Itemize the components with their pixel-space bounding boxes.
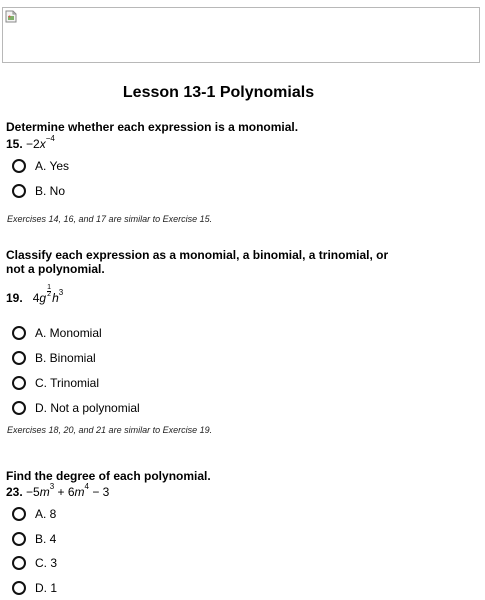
q15-option-a[interactable] [12, 156, 69, 176]
question-number: 15. [6, 137, 23, 151]
option-label: B. 4 [35, 532, 57, 546]
section1-instruction: Determine whether each expression is a monomial. [6, 120, 299, 134]
option-label: A. Yes [35, 159, 70, 173]
question-expression: $-5m^3 + 6m^4 - 3$ [26, 482, 110, 499]
radio-button[interactable] [12, 581, 26, 595]
q15-option-b[interactable] [12, 181, 65, 201]
exercise-note: Exercises 18, 20, and 21 are similar to Exercise 19. [7, 425, 213, 435]
radio-button[interactable] [12, 507, 26, 521]
option-label: A. 8 [35, 507, 57, 521]
section2-instruction: Classify each expression as a monomial, a binomial, a trinomial, or not a polynomial. [6, 248, 389, 276]
question-23 [6, 482, 110, 499]
radio-button[interactable] [12, 184, 26, 198]
question-number: 23. [6, 485, 23, 499]
header-image-placeholder [2, 7, 480, 63]
option-label: D. 1 [35, 581, 58, 595]
exercise-note: Exercises 14, 16, and 17 are similar to Exercise 15. [7, 214, 213, 224]
question-19 [6, 284, 64, 305]
radio-button[interactable] [12, 159, 26, 173]
option-label: D. Not a polynomial [35, 401, 140, 415]
option-label: C. Trinomial [35, 376, 100, 390]
question-number: 19. [6, 291, 23, 305]
radio-button[interactable] [12, 376, 26, 390]
q19-option-a[interactable] [12, 323, 102, 343]
radio-button[interactable] [12, 326, 26, 340]
q19-option-d[interactable] [12, 398, 140, 418]
radio-button[interactable] [12, 351, 26, 365]
option-label: B. Binomial [35, 351, 96, 365]
radio-button[interactable] [12, 532, 26, 546]
q19-option-c[interactable] [12, 373, 99, 393]
section3-instruction: Find the degree of each polynomial. [6, 469, 211, 483]
option-label: B. No [35, 184, 66, 198]
option-label: C. 3 [35, 556, 58, 570]
q23-option-b[interactable] [12, 529, 56, 549]
q23-option-c[interactable] [12, 553, 57, 573]
broken-image-icon [5, 10, 17, 23]
question-expression: $4g\frac{1}{2}h^3$ [32, 284, 64, 305]
question-expression: $-2x^{-4}$ [26, 134, 55, 151]
question-15 [6, 134, 55, 151]
option-label: A. Monomial [35, 326, 102, 340]
q19-option-b[interactable] [12, 348, 96, 368]
page-title: Lesson 13-1 Polynomials [122, 84, 315, 101]
q23-option-a[interactable] [12, 504, 56, 524]
radio-button[interactable] [12, 401, 26, 415]
radio-button[interactable] [12, 556, 26, 570]
q23-option-d[interactable] [12, 578, 57, 598]
